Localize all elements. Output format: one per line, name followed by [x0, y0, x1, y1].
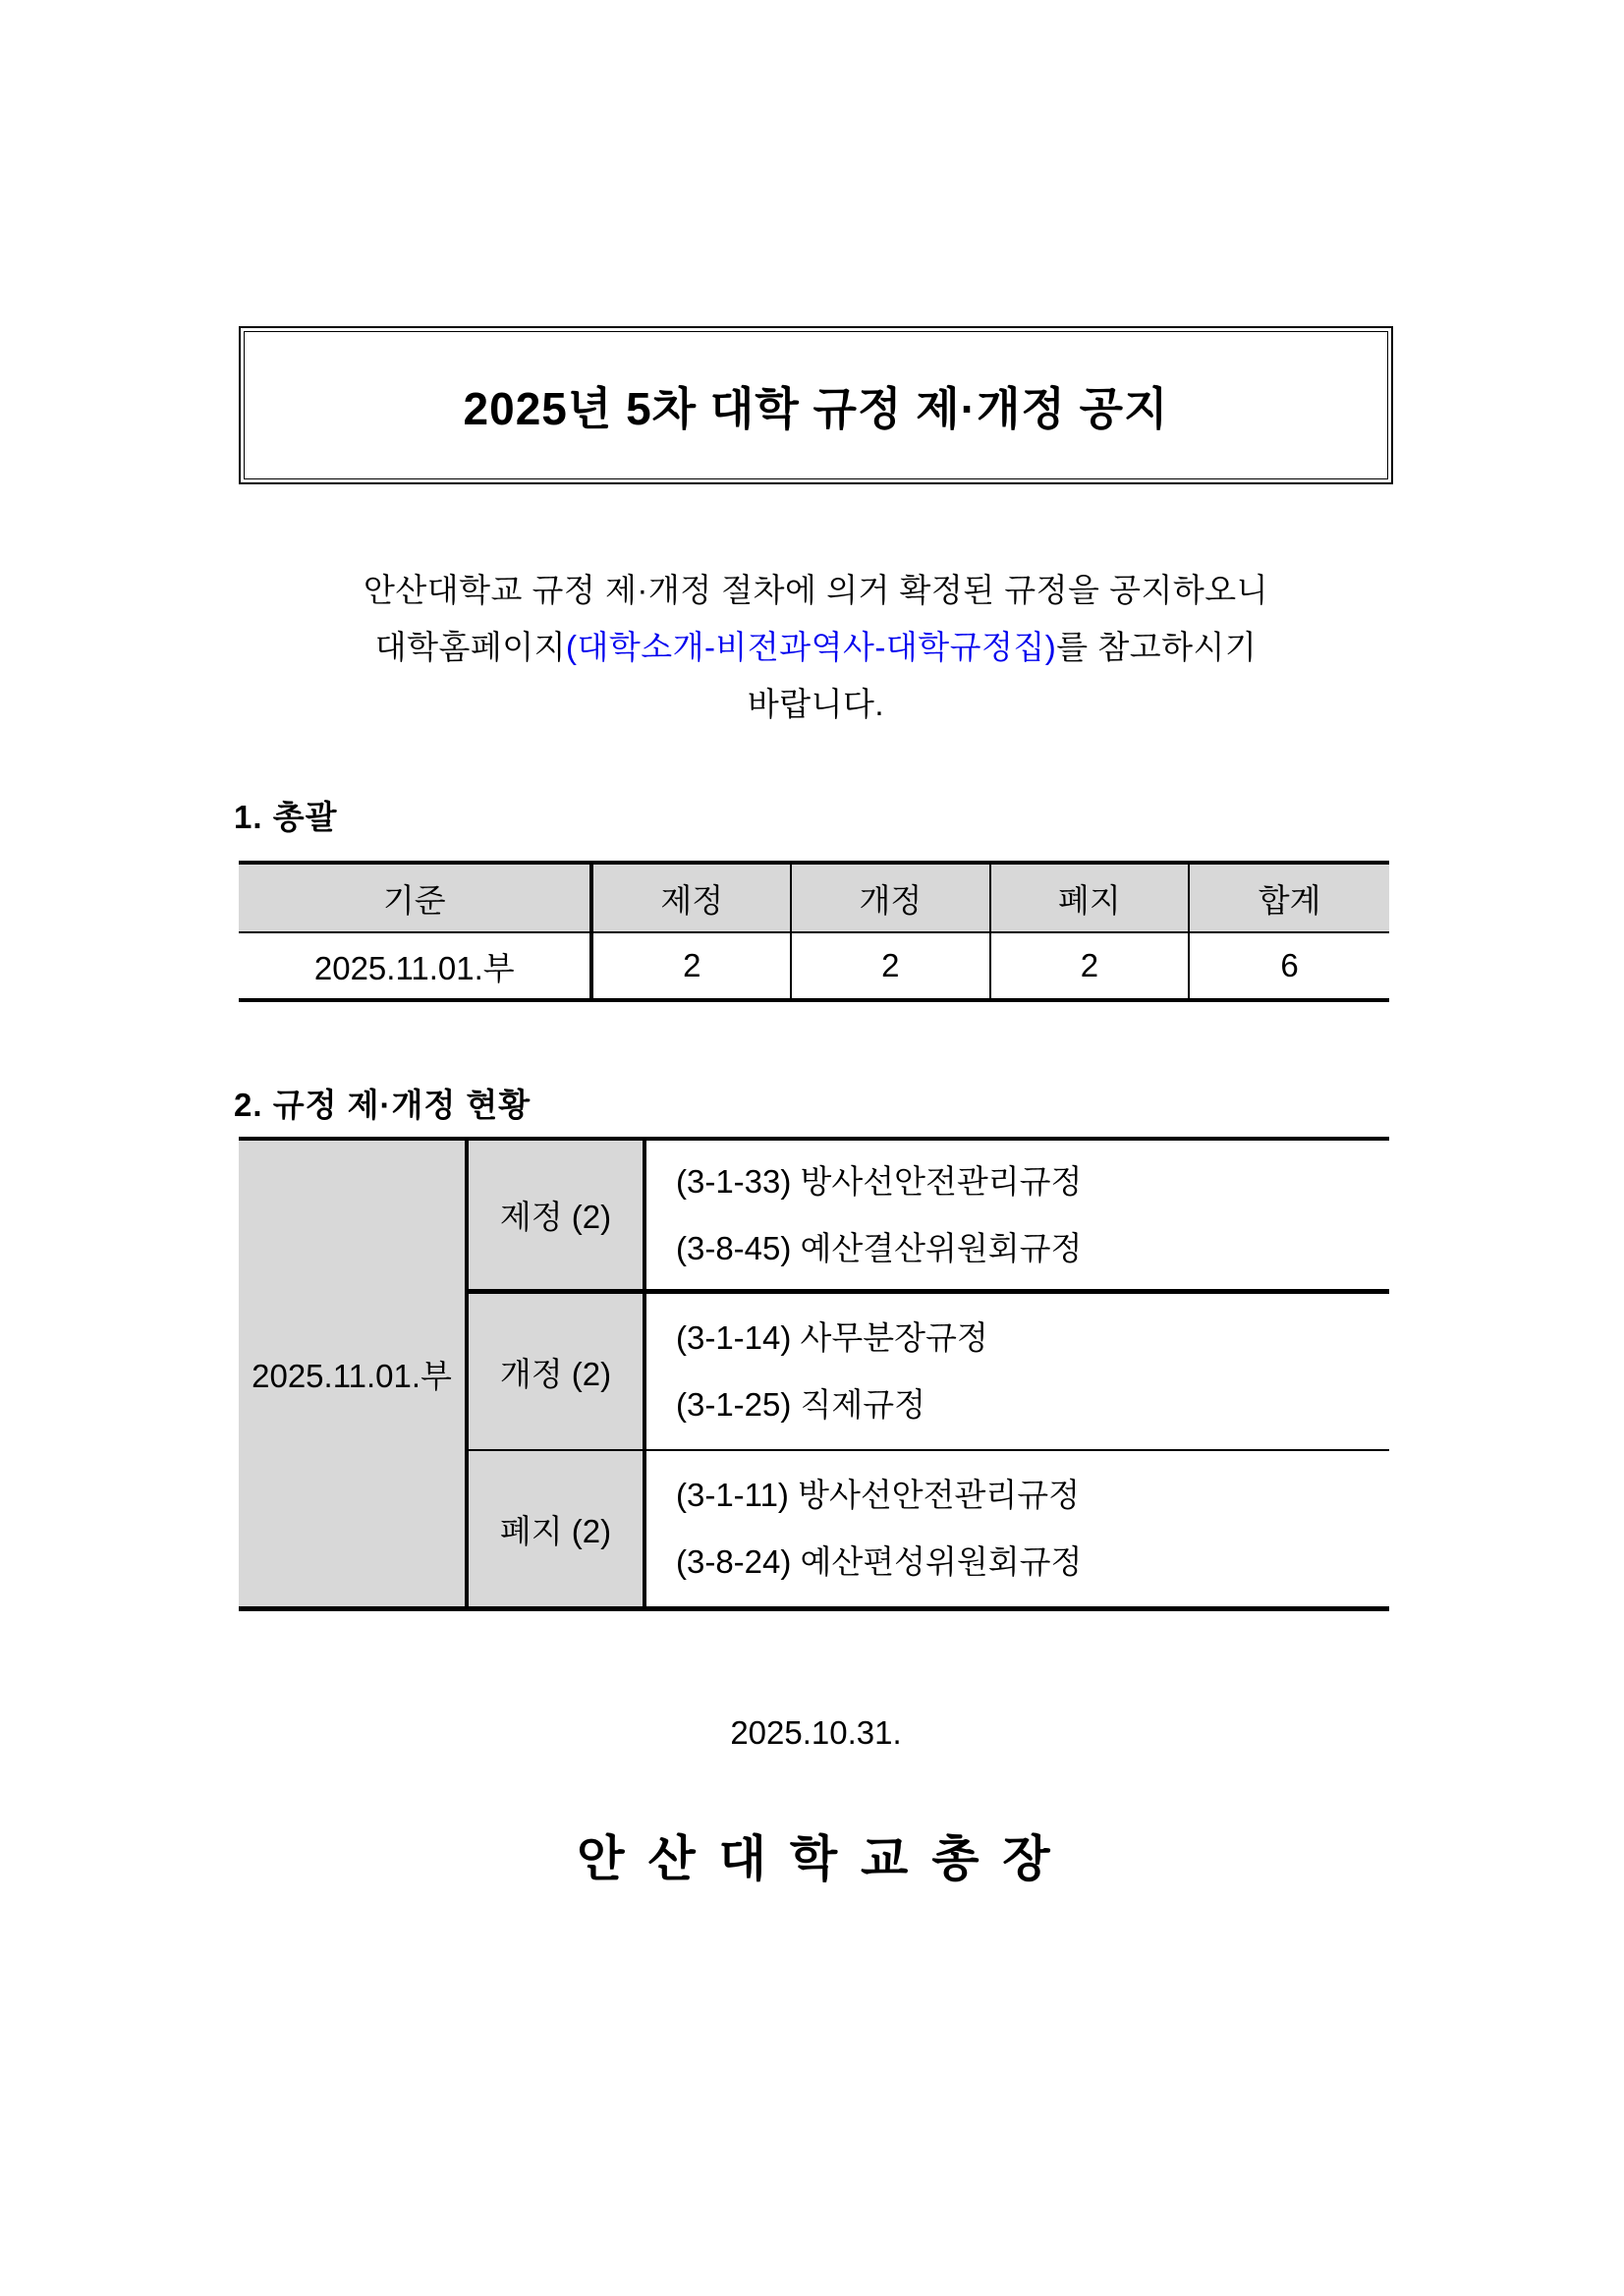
intro-line-2-suffix: 를 참고하시기	[1056, 629, 1258, 665]
cell-abolished-count: 2	[990, 932, 1190, 1000]
summary-table-data-row	[239, 932, 1389, 1000]
title-box-inner-border	[244, 331, 1388, 479]
header-enacted: 제정	[591, 863, 791, 932]
status-effective-date-cell: 2025.11.01.부	[239, 1139, 467, 1609]
status-label-abolished: 폐지 (2)	[467, 1450, 644, 1609]
status-label-revised: 개정 (2)	[467, 1292, 644, 1451]
intro-line-3: 바랍니다.	[747, 686, 885, 722]
regulation-item: (3-1-11) 방사선안전관리규정	[676, 1477, 1080, 1513]
status-items-revised	[644, 1292, 1389, 1451]
regulation-item: (3-1-14) 사무분장규정	[676, 1319, 988, 1356]
summary-table-header-row	[239, 863, 1389, 932]
section-1-heading: 1. 총괄	[234, 799, 338, 835]
header-total: 합계	[1189, 863, 1389, 932]
status-items-enacted	[644, 1139, 1389, 1292]
homepage-path-link: (대학소개-비전과역사-대학규정집)	[566, 629, 1057, 665]
president-signature: 안 산 대 학 교 총 장	[577, 1831, 1055, 1886]
regulation-item: (3-1-33) 방사선안전관리규정	[676, 1162, 1083, 1200]
cell-total-count: 6	[1189, 932, 1389, 1000]
section-2-heading: 2. 규정 제·개정 현황	[234, 1087, 532, 1123]
header-abolished: 폐지	[990, 863, 1190, 932]
intro-line-1: 안산대학교 규정 제·개정 절차에 의거 확정된 규정을 공지하오니	[364, 572, 1268, 608]
regulation-item: (3-8-24) 예산편성위원회규정	[676, 1543, 1083, 1580]
cell-enacted-count: 2	[591, 932, 791, 1000]
summary-table	[239, 861, 1389, 1002]
issue-date: 2025.10.31.	[730, 1714, 902, 1751]
cell-basis-date: 2025.11.01.부	[239, 932, 591, 1000]
header-basis: 기준	[239, 863, 591, 932]
status-items-abolished	[644, 1450, 1389, 1609]
document-title: 2025년 5차 대학 규정 제·개정 공지	[463, 382, 1169, 434]
status-table	[239, 1137, 1389, 1611]
regulation-item: (3-8-45) 예산결산위원회규정	[676, 1229, 1083, 1266]
homepage-text: 대학홈페이지	[374, 629, 567, 665]
intro-line-2	[239, 619, 1393, 676]
regulation-item: (3-1-25) 직제규정	[676, 1386, 926, 1423]
status-row-enacted	[239, 1139, 1389, 1292]
header-revised: 개정	[791, 863, 990, 932]
title-box	[239, 326, 1393, 484]
intro-paragraph	[239, 562, 1393, 733]
status-label-enacted: 제정 (2)	[467, 1139, 644, 1292]
cell-revised-count: 2	[791, 932, 990, 1000]
